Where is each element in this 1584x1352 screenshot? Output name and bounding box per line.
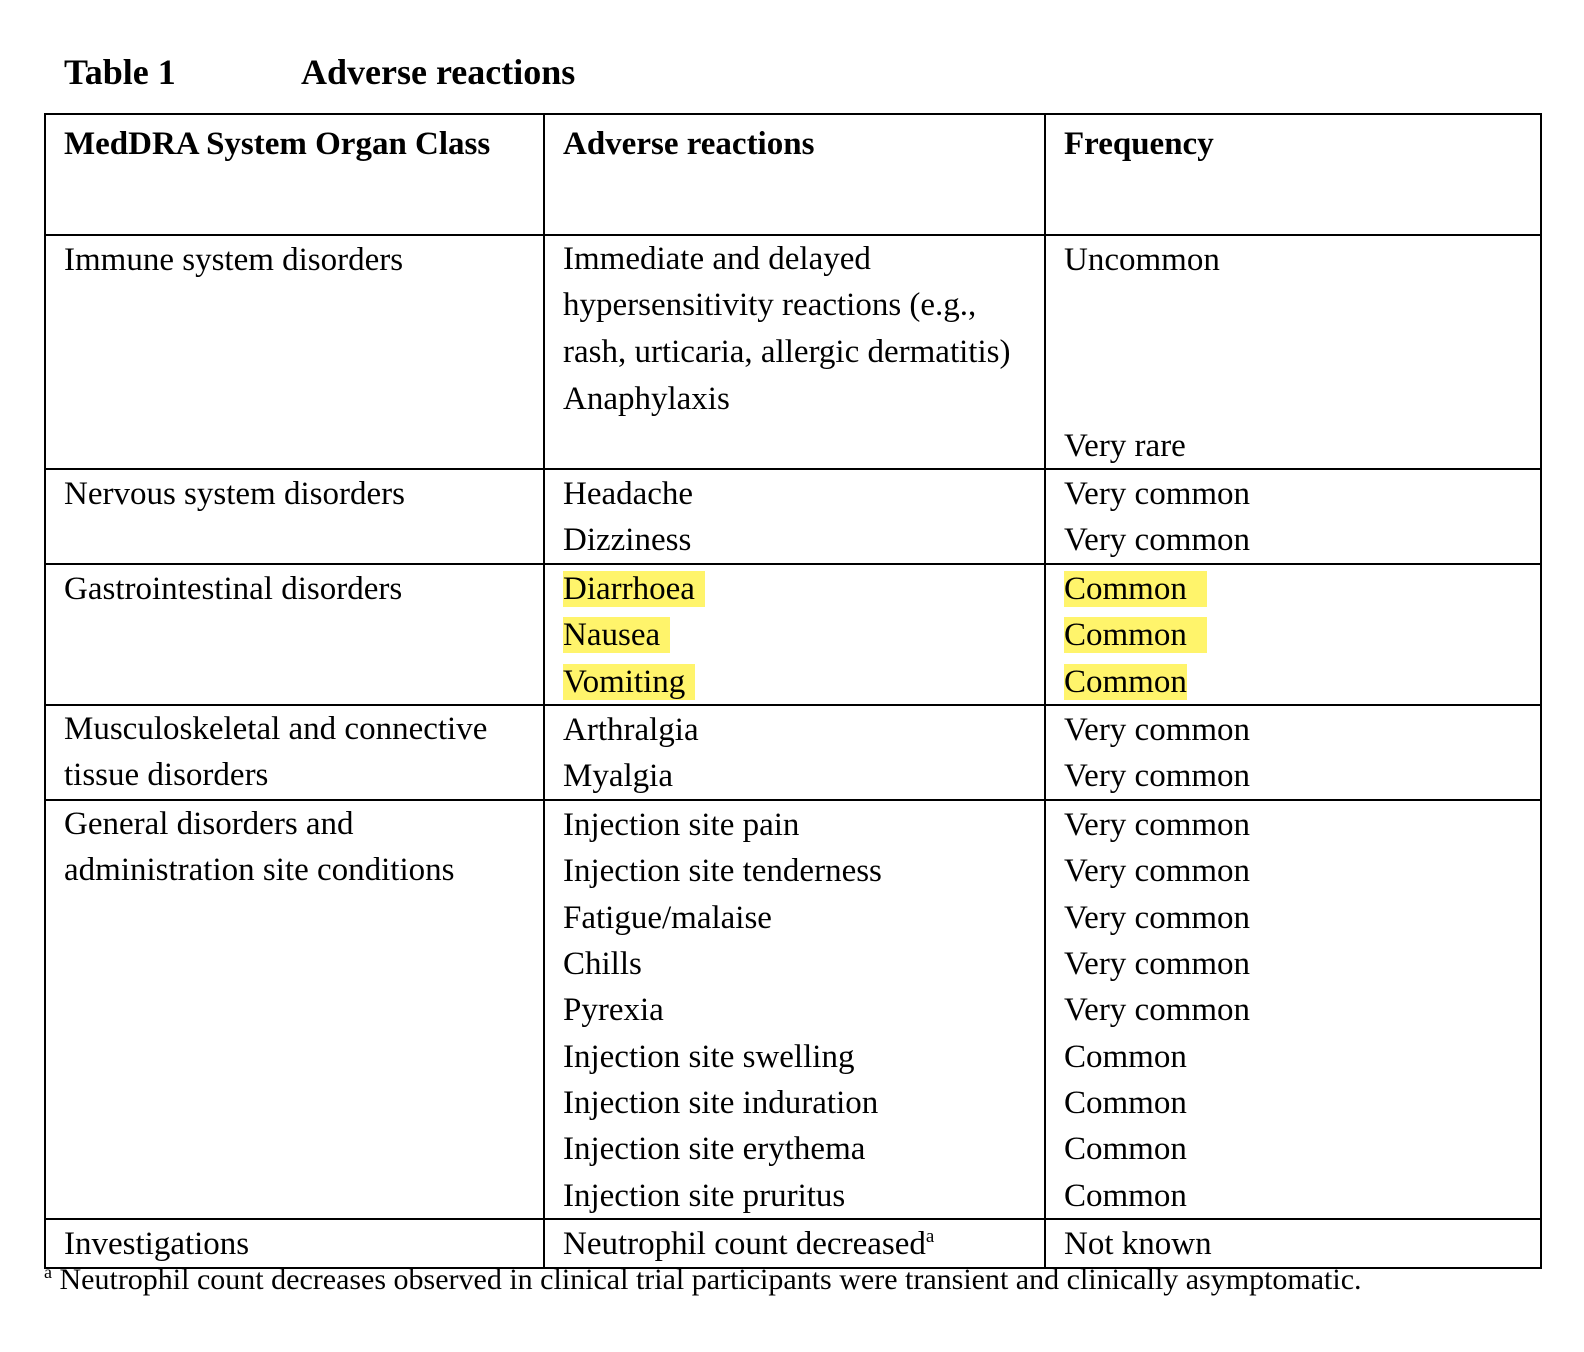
footnote-marker: a [44, 1262, 52, 1282]
frequency-item: Very common [1064, 992, 1251, 1029]
highlighted-frequency: Common [1064, 663, 1187, 700]
table-title: Adverse reactions [301, 52, 576, 92]
reactions-cell [544, 800, 1045, 1220]
reactions-cell [544, 705, 1045, 800]
reaction-item: Pyrexia [563, 992, 664, 1029]
frequency-item: Very common [1064, 475, 1251, 512]
table-header-row [45, 114, 1541, 235]
footnote-text: Neutrophil count decreases observed in clinical trial participants were transient and clinically asymptomatic. [52, 1263, 1362, 1296]
spacer [1064, 329, 1530, 375]
highlighted-reaction: Vomiting [563, 664, 695, 700]
adverse-reactions-table [44, 113, 1542, 1269]
soc-cell [45, 235, 544, 469]
highlighted-reaction: Diarrhoea [563, 571, 705, 607]
spacer [1064, 282, 1530, 328]
soc-label: General disorders and administration site conditions [64, 805, 455, 889]
reaction-item: Injection site erythema [563, 1131, 866, 1168]
frequency-item: Very common [1064, 522, 1251, 559]
highlighted-frequency: Common [1064, 571, 1207, 607]
header-soc: MedDRA System Organ Class [45, 114, 544, 235]
footnote-marker: a [925, 1226, 935, 1248]
frequency-item: Common [1064, 1131, 1187, 1168]
table-row [45, 705, 1541, 800]
soc-cell [45, 800, 544, 1220]
reactions-cell [544, 564, 1045, 705]
table-row [45, 235, 1541, 469]
highlighted-reaction: Nausea [563, 617, 670, 653]
table-number: Table 1 [64, 52, 176, 92]
reaction-item: Fatigue/malaise [563, 899, 772, 936]
frequency-item: Very common [1064, 758, 1251, 795]
table-caption [64, 50, 575, 94]
table-row [45, 469, 1541, 564]
reaction-item: Injection site pruritus [563, 1177, 846, 1214]
frequency-item: Not known [1064, 1226, 1212, 1263]
table-footnote [44, 1260, 1362, 1300]
header-frequency: Frequency [1045, 114, 1541, 235]
soc-label: Nervous system disorders [64, 475, 405, 512]
frequency-cell [1045, 469, 1541, 564]
frequency-item: Common [1064, 1177, 1187, 1214]
header-reactions: Adverse reactions [544, 114, 1045, 235]
frequency-item: Very common [1064, 806, 1251, 843]
reaction-item: Headache [563, 475, 694, 512]
reactions-cell [544, 235, 1045, 469]
soc-label: Musculoskeletal and connective tissue disorders [64, 710, 488, 794]
frequency-cell [1045, 800, 1541, 1220]
reaction-item: Anaphylaxis [563, 381, 730, 418]
soc-label: Investigations [64, 1226, 250, 1263]
soc-cell [45, 705, 544, 800]
reaction-item: Injection site tenderness [563, 853, 882, 890]
spacer [1064, 375, 1530, 421]
reactions-cell [544, 469, 1045, 564]
frequency-cell [1045, 235, 1541, 469]
frequency-item: Very common [1064, 945, 1251, 982]
frequency-item: Very common [1064, 899, 1251, 936]
frequency-item: Very rare [1064, 427, 1186, 464]
frequency-cell [1045, 564, 1541, 705]
frequency-item: Uncommon [1064, 242, 1220, 278]
reaction-item: Injection site swelling [563, 1038, 855, 1075]
reaction-item: Injection site induration [563, 1085, 879, 1122]
soc-label: Immune system disorders [64, 242, 404, 278]
frequency-item: Very common [1064, 853, 1251, 890]
frequency-cell [1045, 705, 1541, 800]
highlighted-frequency: Common [1064, 617, 1207, 653]
reaction-item: Injection site pain [563, 806, 800, 843]
frequency-item: Common [1064, 1038, 1187, 1075]
frequency-item: Common [1064, 1085, 1187, 1122]
soc-cell [45, 469, 544, 564]
reaction-item: Arthralgia [563, 711, 699, 748]
table-row [45, 800, 1541, 1220]
reaction-item: Neutrophil count decreased [563, 1226, 926, 1263]
soc-cell [45, 564, 544, 705]
reaction-item: Chills [563, 945, 642, 982]
frequency-item: Very common [1064, 711, 1251, 748]
soc-label: Gastrointestinal disorders [64, 570, 403, 607]
reaction-item: Immediate and delayed hypersensitivity reactions (e.g., rash, urticaria, allergic dermatitis) [563, 241, 1011, 370]
reaction-item: Dizziness [563, 522, 692, 559]
reaction-item: Myalgia [563, 758, 673, 795]
table-row [45, 564, 1541, 705]
